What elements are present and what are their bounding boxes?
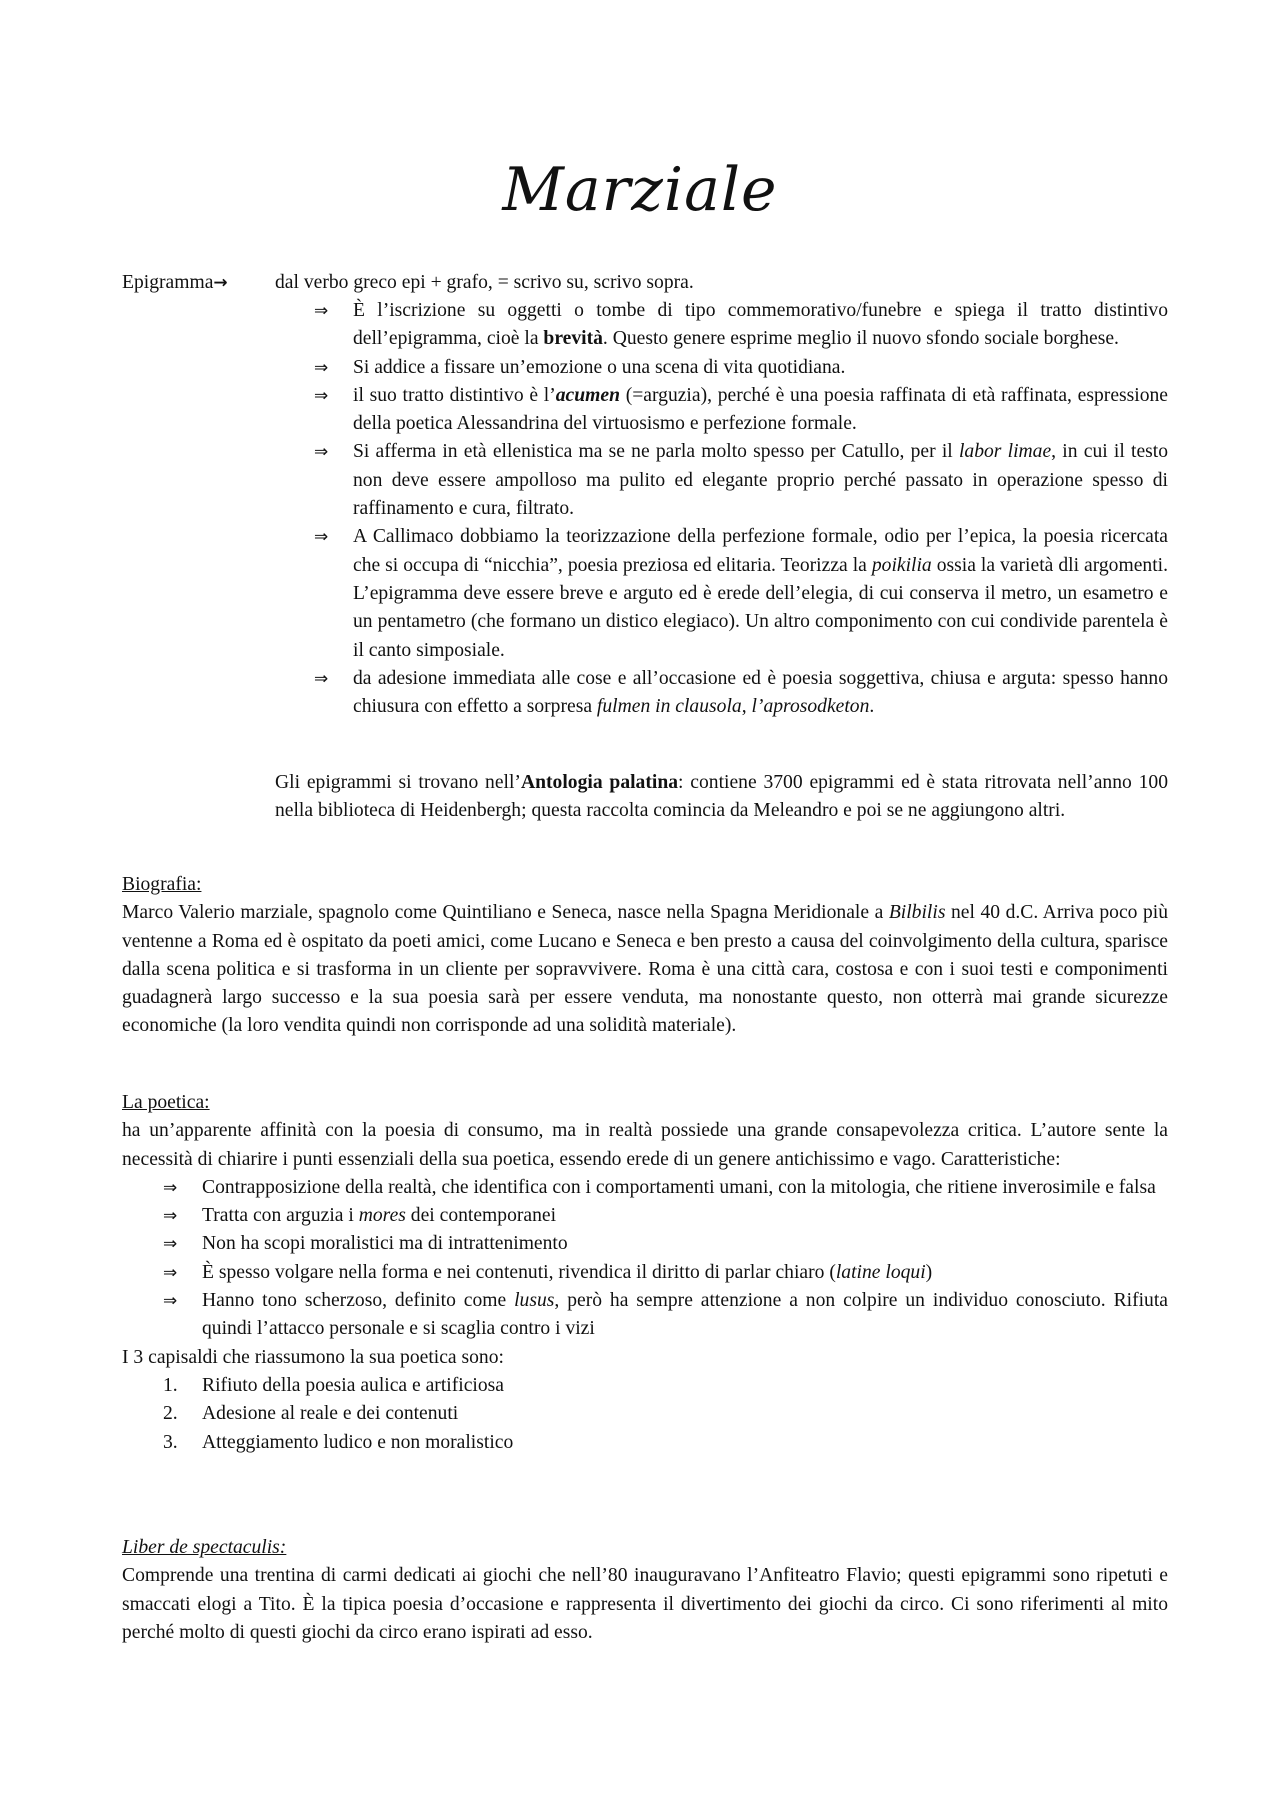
biografia-heading: Biografia: — [122, 874, 202, 895]
double-arrow-icon: ⇒ — [163, 1234, 178, 1255]
text-run: dal verbo greco — [275, 272, 402, 293]
text-run: il suo tratto distintivo è l’ — [353, 384, 556, 406]
double-arrow-icon: ⇒ — [314, 668, 329, 689]
text-run: dei contemporanei — [405, 1205, 557, 1227]
poetica-bullets — [163, 1174, 1168, 1344]
text-run: latine loqui — [835, 1261, 926, 1283]
text-run: Contrapposizione della realtà, che identifica con i comportamenti umani, con la mitologia, che ritiene inverosimile e falsa — [202, 1176, 1156, 1198]
capisaldi-intro: I 3 capisaldi che riassumono la sua poetica sono: — [122, 1346, 504, 1368]
bullet-item — [314, 665, 1168, 722]
text-run: , in cui il testo non deve essere ampolloso ma pulito ed elegante proprio perché passato in operazione spesso di raffinamento e cura, filtrato. — [353, 441, 1169, 520]
double-arrow-icon: ⇒ — [314, 385, 329, 406]
bullet-item — [314, 438, 1168, 523]
double-arrow-icon: ⇒ — [314, 527, 329, 548]
item-number: 3. — [163, 1431, 178, 1453]
text-run: nel 40 d.C. Arriva poco più ventenne a Roma ed è ospitato da poeti amici, come Lucano e Seneca e ben presto a causa del coinvolgimento della cultura, sparisce dalla scena politica e si trasforma in un cliente per sopravvivere. Roma è una città cara, costosa e con i suoi testi e componimenti guadagnerà largo successo e la sua poesia sarà per essere venduta, ma nonostante questo, non otterrà mai grande sicurezze economiche (la loro vendita quindi non corrisponde ad una solidità materiale). — [122, 902, 1169, 1037]
bullet-item — [163, 1230, 1168, 1258]
text-run: brevità — [543, 328, 603, 350]
text-run: Marco Valerio marziale, spagnolo come Quintiliano e Seneca, nasce nella Spagna Meridionale a — [122, 902, 889, 924]
item-number: 2. — [163, 1403, 178, 1425]
bullet-item — [163, 1259, 1168, 1287]
item-text: Adesione al reale e dei contenuti — [202, 1403, 459, 1425]
text-run: labor limae — [958, 441, 1052, 463]
bullet-item — [163, 1202, 1168, 1230]
item-text: Atteggiamento ludico e non moralistico — [202, 1431, 514, 1453]
bullet-item — [163, 1174, 1168, 1202]
poetica-heading: La poetica: — [122, 1092, 210, 1113]
text-run: Tratta con arguzia i — [202, 1205, 359, 1227]
double-arrow-icon: ⇒ — [314, 357, 329, 378]
text-run: ha un’apparente affinità con la poesia di consumo, ma in realtà possiede una grande consapevolezza critica. L’autore sente la necessità di chiarire i punti essenziali della sua poetica, essendo erede di un genere antichissimo e vago. Caratteristiche: — [122, 1120, 1168, 1170]
text-run: È spesso volgare nella forma e nei contenuti, rivendica il diritto di parlar chiaro ( — [202, 1261, 836, 1283]
item-number: 1. — [163, 1374, 178, 1396]
text-run: , = scrivo su, scrivo sopra. — [487, 272, 694, 293]
biografia-text — [122, 899, 1168, 1040]
text-run: Gli epigrammi si trovano nell’ — [275, 772, 521, 793]
text-run: mores — [358, 1205, 406, 1227]
poetica-text — [122, 1117, 1168, 1174]
text-run: acumen — [555, 384, 620, 406]
text-run: : contiene 3700 epigrammi ed è stata ritrovata nell’anno 100 nella biblioteca di Heidenbergh; questa raccolta comincia da Meleandro e poi se ne aggiungono altri. — [275, 772, 1168, 822]
epigramma-label — [122, 269, 228, 297]
bullet-item — [314, 382, 1168, 439]
text-run: , però ha sempre attenzione a non colpire un individuo conosciuto. Rifiuta quindi l’attacco personale e si scaglia contro i vizi — [202, 1290, 1168, 1340]
liber-text — [122, 1562, 1168, 1647]
numbered-item — [163, 1429, 1168, 1457]
biografia-section — [122, 871, 1168, 1041]
bullet-item — [314, 297, 1168, 354]
text-run: l’aprosodketon — [751, 696, 870, 718]
double-arrow-icon: ⇒ — [314, 301, 329, 321]
text-run: Si addice a fissare un’emozione o una scena di vita quotidiana. — [353, 356, 846, 378]
text-run: (=arguzia), perché è una poesia raffinata di età raffinata, espressione della poetica Alessandrina del virtuosismo e perfezione formale. — [353, 384, 1168, 435]
liber-section — [122, 1534, 1168, 1647]
text-run: poikilia — [871, 554, 932, 576]
text-run: Bilbilis — [888, 902, 946, 924]
double-arrow-icon: ⇒ — [163, 1177, 178, 1198]
text-run: Antologia palatina — [520, 772, 679, 793]
liber-heading: Liber de spectaculis: — [122, 1537, 287, 1558]
double-arrow-icon: ⇒ — [314, 442, 329, 463]
item-text: Rifiuto della poesia aulica e artificiosa — [202, 1374, 504, 1396]
bullet-item — [163, 1287, 1168, 1344]
text-run: Si afferma in età ellenistica ma se ne parla molto spesso per Catullo, per il — [353, 441, 959, 463]
text-run: . — [869, 696, 875, 718]
capisaldi-list — [163, 1372, 1168, 1457]
bullet-item — [314, 523, 1168, 664]
double-arrow-icon: ⇒ — [163, 1206, 178, 1227]
arrow-right-icon: → — [213, 273, 228, 293]
numbered-item — [163, 1372, 1168, 1400]
text-run: ossia la varietà dli argomenti. L’epigramma deve essere breve e arguto ed è erede dell’elegia, di cui conserva il metro, un esametro e un pentametro (che formano un distico elegiaco). Un altro componimento con cui condivide parentela è il canto simposiale. — [353, 554, 1168, 661]
double-arrow-icon: ⇒ — [163, 1262, 178, 1283]
text-run: ) — [925, 1261, 933, 1283]
text-run: epi + grafo — [401, 272, 488, 293]
text-run: Non ha scopi moralistici ma di intrattenimento — [202, 1233, 568, 1255]
epigramma-definition — [275, 269, 694, 297]
text-run: A Callimaco dobbiamo la teorizzazione della perfezione formale, odio per l’epica, la poesia ricercata che si occupa di “nicchia”, poesia preziosa ed elitaria. Teorizza la — [353, 526, 1168, 576]
double-arrow-icon: ⇒ — [163, 1291, 178, 1312]
text-run: da adesione immediata alle cose e all’occasione ed è poesia soggettiva, chiusa e arguta: spesso hanno chiusura con effetto a sorpresa — [353, 667, 1168, 718]
antologia-paragraph — [275, 769, 1168, 826]
page-title: Marziale — [502, 155, 778, 225]
numbered-item — [163, 1400, 1168, 1428]
text-run: Comprende una trentina di carmi dedicati ai giochi che nell’80 inauguravano l’Anfiteatro Flavio; questi epigrammi sono ripetuti e smaccati elogi a Tito. È la tipica poesia d’occasione e rappresenta il divertimento dei giochi da circo. Ci sono riferimenti al mito perché molto di questi giochi da circo erano ispirati ad esso. — [122, 1565, 1168, 1643]
text-run: , — [741, 696, 752, 718]
text-run: . Questo genere esprime meglio il nuovo sfondo sociale borghese. — [602, 328, 1119, 350]
text-run: lusus — [514, 1290, 555, 1312]
text-run: Hanno tono scherzoso, definito come — [202, 1290, 515, 1312]
epigramma-bullets — [314, 297, 1168, 721]
poetica-section — [122, 1089, 1168, 1457]
bullet-item — [314, 354, 1168, 382]
text-run: fulmen in clausola — [596, 696, 742, 718]
text-run: È l’iscrizione su oggetti o tombe di tipo commemorativo/funebre e spiega il tratto distintivo dell’epigramma, cioè la — [353, 300, 1168, 350]
epigramma-term: Epigramma — [122, 272, 214, 293]
